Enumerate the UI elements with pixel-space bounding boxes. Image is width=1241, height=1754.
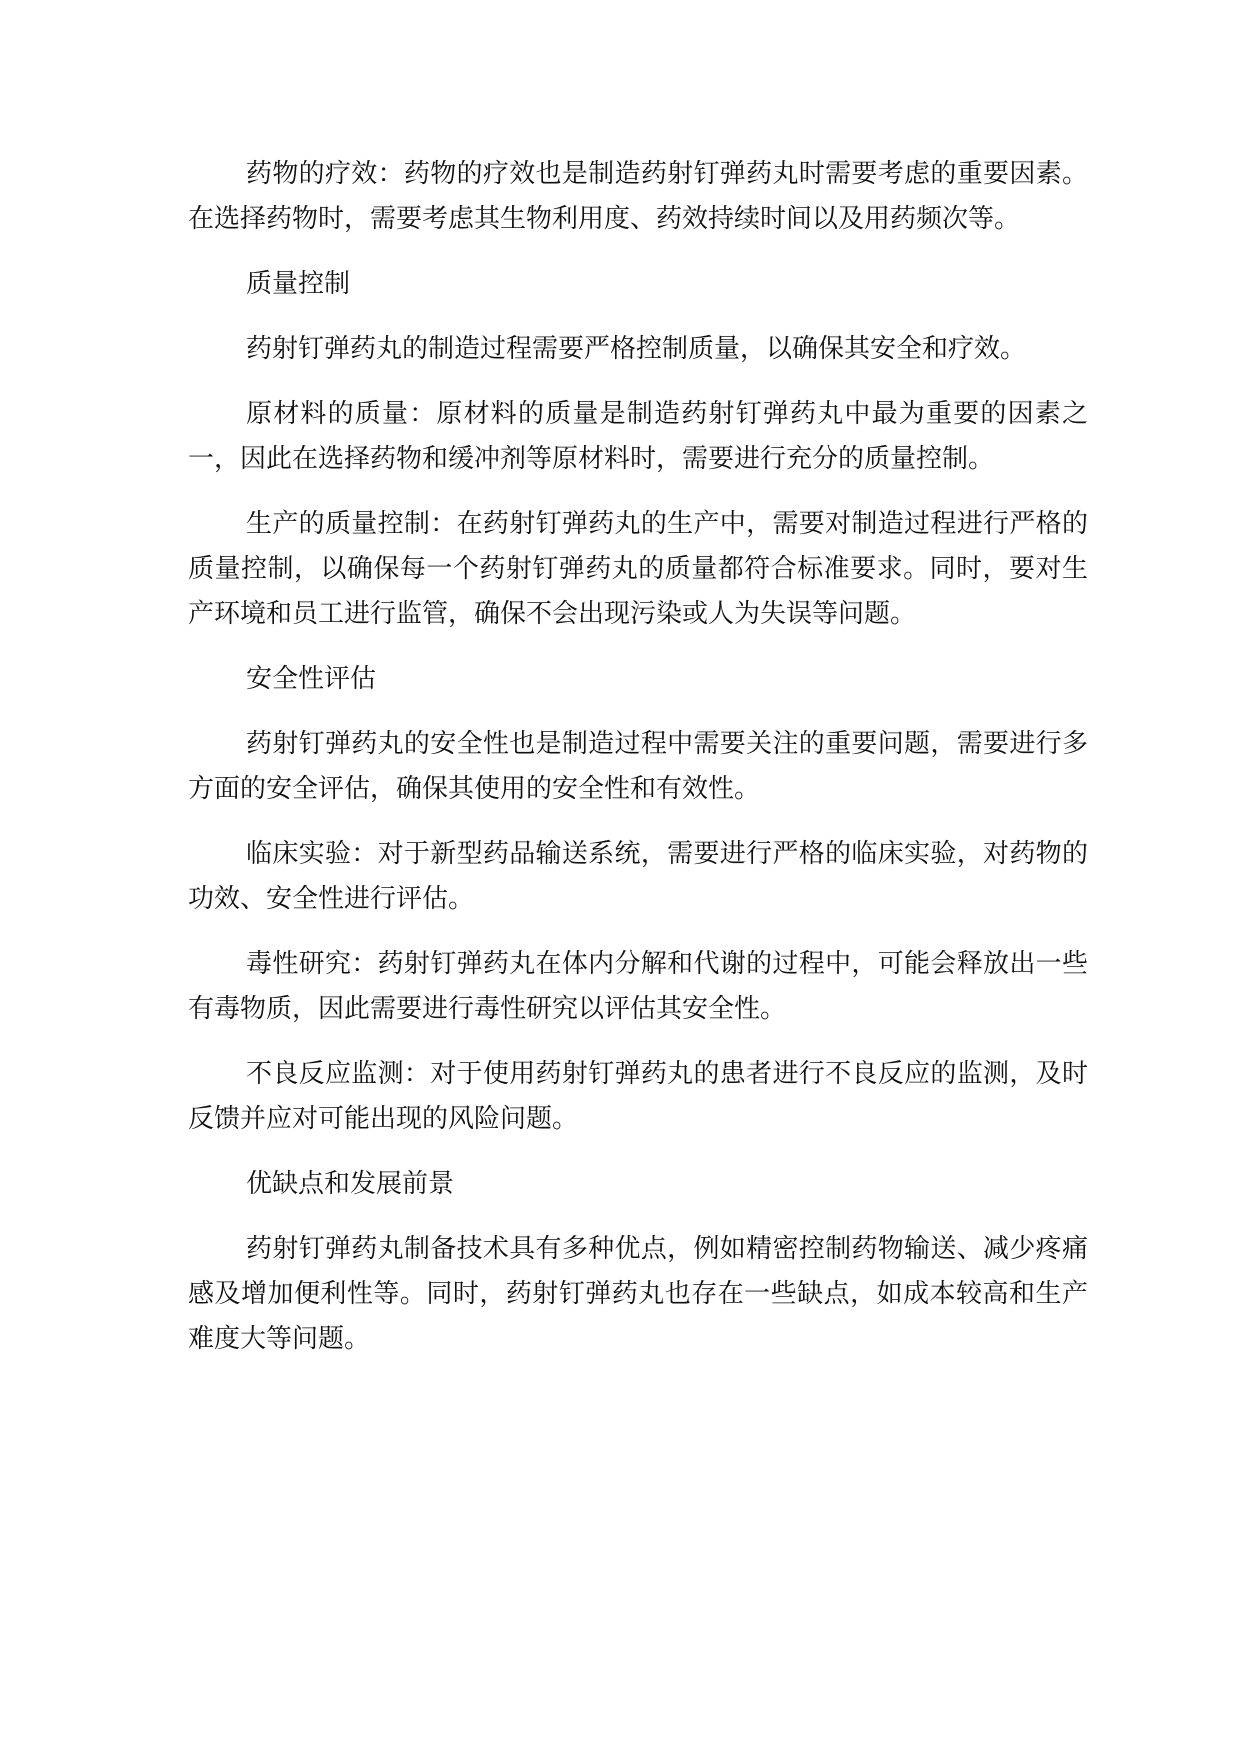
heading-safety-assessment: 安全性评估 <box>246 664 377 694</box>
document-body <box>188 152 1088 1382</box>
paragraph-efficacy: 药物的疗效：药物的疗效也是制造药射钉弹药丸时需要考虑的重要因素。在选择药物时，需要考虑其生物利用度、药效持续时间以及用药频次等。 <box>188 159 1088 234</box>
paragraph-adverse-reaction: 不良反应监测：对于使用药射钉弹药丸的患者进行不良反应的监测，及时反馈并应对可能出现的风险问题。 <box>188 1059 1088 1134</box>
paragraph-production-quality: 生产的质量控制：在药射钉弹药丸的生产中，需要对制造过程进行严格的质量控制，以确保每一个药射钉弹药丸的质量都符合标准要求。同时，要对生产环境和员工进行监管，确保不会出现污染或人为失误等问题。 <box>188 509 1088 629</box>
paragraph-quality-intro: 药射钉弹药丸的制造过程需要严格控制质量，以确保其安全和疗效。 <box>246 334 1027 364</box>
paragraph-toxicity-research: 毒性研究：药射钉弹药丸在体内分解和代谢的过程中，可能会释放出一些有毒物质，因此需要进行毒性研究以评估其安全性。 <box>188 949 1088 1024</box>
heading-pros-cons-outlook: 优缺点和发展前景 <box>246 1169 455 1199</box>
paragraph-safety-intro: 药射钉弹药丸的安全性也是制造过程中需要关注的重要问题，需要进行多方面的安全评估，确保其使用的安全性和有效性。 <box>188 729 1088 804</box>
paragraph-clinical-trials: 临床实验：对于新型药品输送系统，需要进行严格的临床实验，对药物的功效、安全性进行评估。 <box>188 839 1088 914</box>
heading-quality-control: 质量控制 <box>246 269 351 299</box>
paragraph-raw-material-quality: 原材料的质量：原材料的质量是制造药射钉弹药丸中最为重要的因素之一，因此在选择药物和缓冲剂等原材料时，需要进行充分的质量控制。 <box>188 399 1088 474</box>
paragraph-pros-cons: 药射钉弹药丸制备技术具有多种优点，例如精密控制药物输送、减少疼痛感及增加便利性等。同时，药射钉弹药丸也存在一些缺点，如成本较高和生产难度大等问题。 <box>188 1234 1088 1354</box>
